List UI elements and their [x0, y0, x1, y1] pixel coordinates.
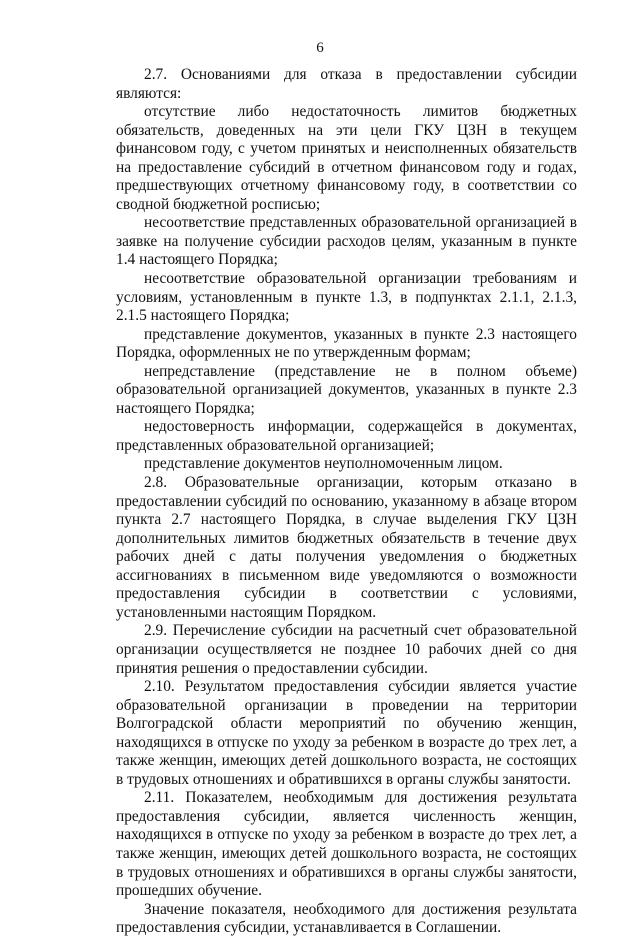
paragraph-2-8: 2.8. Образовательные организации, которым отказано в предоставлении субсидий по основанию, указанному в абзаце втором пункта 2.7 настоящего Порядка, в случае выделения ГКУ ЦЗН дополнительных лимитов бюджетных обязательств в течение двух рабочих дней с даты получения уведомления о бюджетных ассигнованиях в письменном виде уведомляются о возможности предоставления субсидии в соответствии с условиями, установленными настоящим Порядком.	[116, 474, 577, 621]
paragraph-2-10: 2.10. Результатом предоставления субсидии является участие образовательной организации в проведении на территории Волгоградской области мероприятий по обучению женщин, находящихся в отпуске по уходу за ребенком в возрасте до трех лет, а также женщин, имеющих детей дошкольного возраста, не состоящих в трудовых отношениях и обратившихся в органы службы занятости.	[116, 678, 577, 788]
paragraph-refusal-reason-expenses: несоответствие представленных образовательной организацией в заявке на получение субсидии расходов целям, указанным в пункте 1.4 настоящего Порядка;	[116, 214, 577, 269]
paragraph-refusal-reason-incomplete: непредставление (представление не в полном объеме) образовательной организацией документов, указанных в пункте 2.3 настоящего Порядка;	[116, 362, 577, 417]
paragraph-refusal-reason-inaccuracy: недостоверность информации, содержащейся в документах, представленных образовательной организацией;	[116, 418, 577, 454]
paragraph-refusal-reason-limits: отсутствие либо недостаточность лимитов бюджетных обязательств, доведенных на эти цели ГКУ ЦЗН в текущем финансовом году, с учетом принятых и неисполненных обязательств на предоставление субсидий в отчетном финансовом году и годах, предшествующих отчетному финансовому году, в соответствии со сводной бюджетной росписью;	[116, 103, 577, 213]
paragraph-refusal-reason-forms: представление документов, указанных в пункте 2.3 настоящего Порядка, оформленных не по утвержденным формам;	[116, 325, 577, 362]
paragraph-refusal-reason-unauthorized: представление документов неуполномоченным лицом.	[144, 455, 503, 473]
paragraph-2-11: 2.11. Показателем, необходимым для достижения результата предоставления субсидии, является численность женщин, находящихся в отпуске по уходу за ребенком в возрасте до трех лет, а также женщин, имеющих детей дошкольного возраста, не состоящих в трудовых отношениях и обратившихся в органы службы занятости, прошедших обучение.	[116, 789, 577, 900]
page-number: 6	[316, 40, 324, 56]
document-body	[116, 66, 577, 938]
paragraph-2-7-heading: 2.7. Основаниями для отказа в предоставлении субсидии являются:	[116, 66, 577, 102]
paragraph-2-9: 2.9. Перечисление субсидии на расчетный счет образовательной организации осуществляется не позднее 10 рабочих дней со дня принятия решения о предоставлении субсидии.	[116, 622, 577, 677]
paragraph-refusal-reason-requirements: несоответствие образовательной организации требованиям и условиям, установленным в пункте 1.3, в подпунктах 2.1.1, 2.1.3, 2.1.5 настоящего Порядка;	[116, 270, 577, 325]
paragraph-indicator-value: Значение показателя, необходимого для достижения результата предоставления субсидии, устанавливается в Соглашении.	[116, 900, 577, 937]
